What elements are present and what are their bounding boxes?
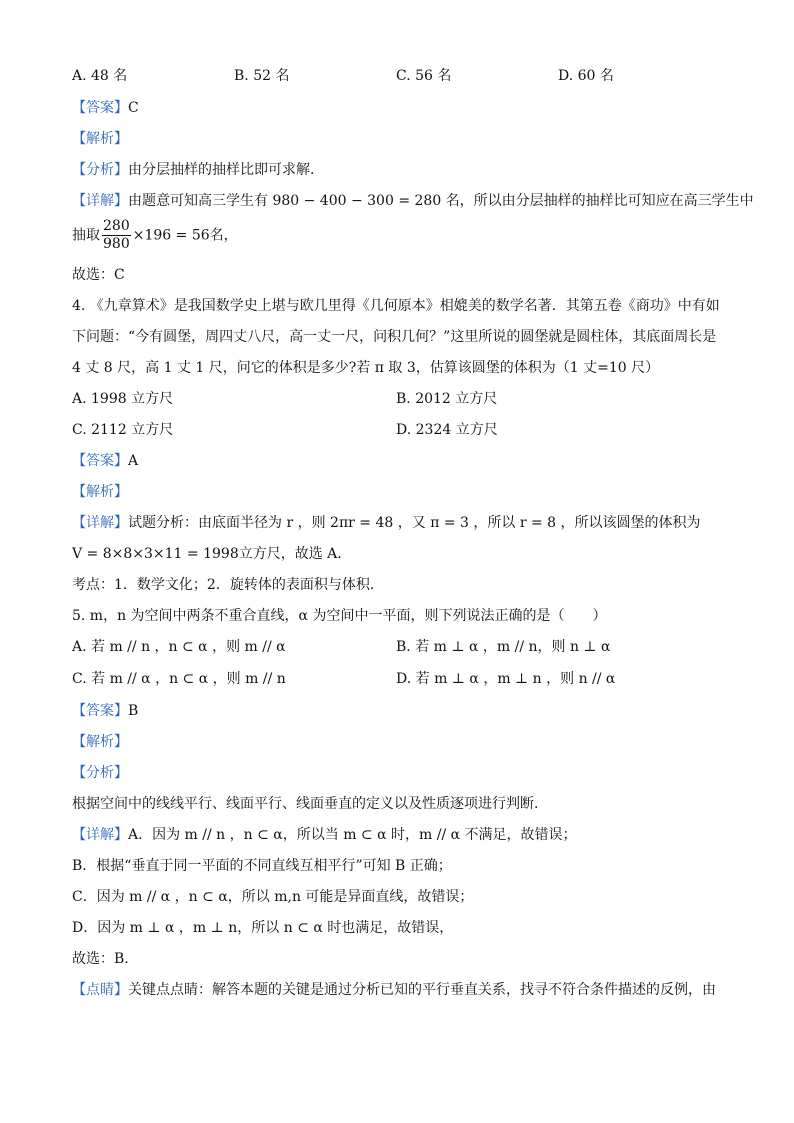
q4-option-b: B. 2012 立方尺: [396, 391, 498, 407]
q5-answer: [72, 701, 138, 721]
q3-option-d: D. 60 名: [558, 68, 614, 84]
q5-option-c: C. 若 m // α ，n ⊂ α ，则 m // n: [72, 671, 286, 687]
q5-choice: 故选：B.: [72, 951, 129, 967]
q4-stem-line2: 下问题：“今有圆堡，周四丈八尺，高一丈一尺，问积几何？”这里所说的圆堡就是圆柱体，其底面周长是: [72, 329, 717, 345]
q5-fenxi-heading: [72, 763, 128, 783]
answer-value: A: [128, 453, 139, 469]
detail-tag: 【详解】: [72, 515, 128, 531]
answer-tag: 【答案】: [72, 453, 128, 469]
answer-tag: 【答案】: [72, 100, 128, 116]
fenxi-tag: 【分析】: [72, 162, 128, 178]
q4-detail-line1: [72, 513, 701, 533]
detail-tag: 【详解】: [72, 193, 128, 209]
q3-analysis-heading: [72, 129, 128, 149]
q5-detail-b: B．根据“垂直于同一平面的不同直线互相平行”可知 B 正确；: [72, 858, 452, 874]
q4-option-a: A. 1998 立方尺: [72, 391, 174, 407]
detail-text: 由题意可知高三学生有 980 − 400 − 300 = 280 名，所以由分层抽样的抽样比可知应在高三学生中: [128, 193, 754, 209]
q3-answer: [72, 98, 139, 118]
dianjing-text: 关键点点睛：解答本题的关键是通过分析已知的平行垂直关系，找寻不符合条件描述的反例，由: [128, 982, 716, 998]
q3-fenxi: [72, 160, 314, 180]
fraction: [102, 218, 131, 253]
detail-suffix: ×196 = 56名，: [132, 227, 238, 244]
q5-option-d: D. 若 m ⊥ α ，m ⊥ n ，则 n // α: [396, 671, 616, 687]
q4-option-c: C. 2112 立方尺: [72, 422, 174, 438]
q4-answer: [72, 451, 138, 471]
answer-tag: 【答案】: [72, 703, 128, 719]
q3-option-b: B. 52 名: [234, 68, 290, 84]
analysis-tag: 【解析】: [72, 734, 128, 750]
q5-detail-d: D．因为 m ⊥ α ，m ⊥ n，所以 n ⊂ α 时也满足，故错误，: [72, 920, 454, 936]
q5-stem: 5. m，n 为空间中两条不重合直线，α 为空间中一平面，则下列说法正确的是（ ）: [72, 608, 607, 624]
q5-fenxi-text: 根据空间中的线线平行、线面平行、线面垂直的定义以及性质逐项进行判断.: [72, 796, 539, 812]
q4-detail-line2: V = 8×8×3×11 = 1998立方尺，故选 A．: [72, 546, 352, 562]
q4-stem-line1: 4. 《九章算术》是我国数学史上堪与欧几里得《几何原本》相媲美的数学名著．其第五卷《商功》中有如: [72, 298, 720, 314]
q5-detail-a: [72, 825, 577, 845]
detail-text: 试题分析：由底面半径为 r ，则 2πr = 48 ，又 π = 3 ，所以 r = 8 ，所以该圆堡的体积为: [128, 515, 701, 531]
fenxi-tag: 【分析】: [72, 765, 128, 781]
fraction-denominator: 980: [103, 236, 130, 252]
detail-text: A．因为 m // n ，n ⊂ α，所以当 m ⊂ α 时，m // α 不满足，故错误；: [128, 827, 577, 843]
q3-option-c: C. 56 名: [396, 68, 452, 84]
fenxi-text: 由分层抽样的抽样比即可求解.: [128, 162, 315, 178]
q5-option-b: B. 若 m ⊥ α ，m // n，则 n ⊥ α: [396, 639, 611, 655]
q5-dianjing: [72, 980, 716, 1000]
q4-analysis-heading: [72, 482, 128, 502]
q4-stem-line3: 4 丈 8 尺，高 1 丈 1 尺，问它的体积是多少?若 π 取 3，估算该圆堡的体积为（1 丈=10 尺）: [72, 360, 660, 376]
answer-value: B: [128, 703, 139, 719]
q3-detail-line1: [72, 191, 754, 211]
detail-tag: 【详解】: [72, 827, 128, 843]
q4-kaodian: 考点：1．数学文化；2．旋转体的表面积与体积．: [72, 577, 384, 593]
q5-detail-c: C．因为 m // α ，n ⊂ α，所以 m,n 可能是异面直线，故错误；: [72, 889, 474, 905]
q5-analysis-heading: [72, 732, 128, 752]
detail-prefix: 抽取: [72, 227, 100, 244]
q5-option-a: A. 若 m // n ，n ⊂ α ，则 m // α: [72, 639, 286, 655]
analysis-tag: 【解析】: [72, 484, 128, 500]
fraction-numerator: 280: [103, 218, 130, 234]
answer-value: C: [128, 100, 139, 116]
q3-option-a: A. 48 名: [72, 68, 128, 84]
analysis-tag: 【解析】: [72, 131, 128, 147]
q4-option-d: D. 2324 立方尺: [396, 422, 498, 438]
dianjing-tag: 【点睛】: [72, 982, 128, 998]
q3-choice: 故选：C: [72, 267, 125, 283]
q3-detail-line2: [72, 218, 238, 253]
